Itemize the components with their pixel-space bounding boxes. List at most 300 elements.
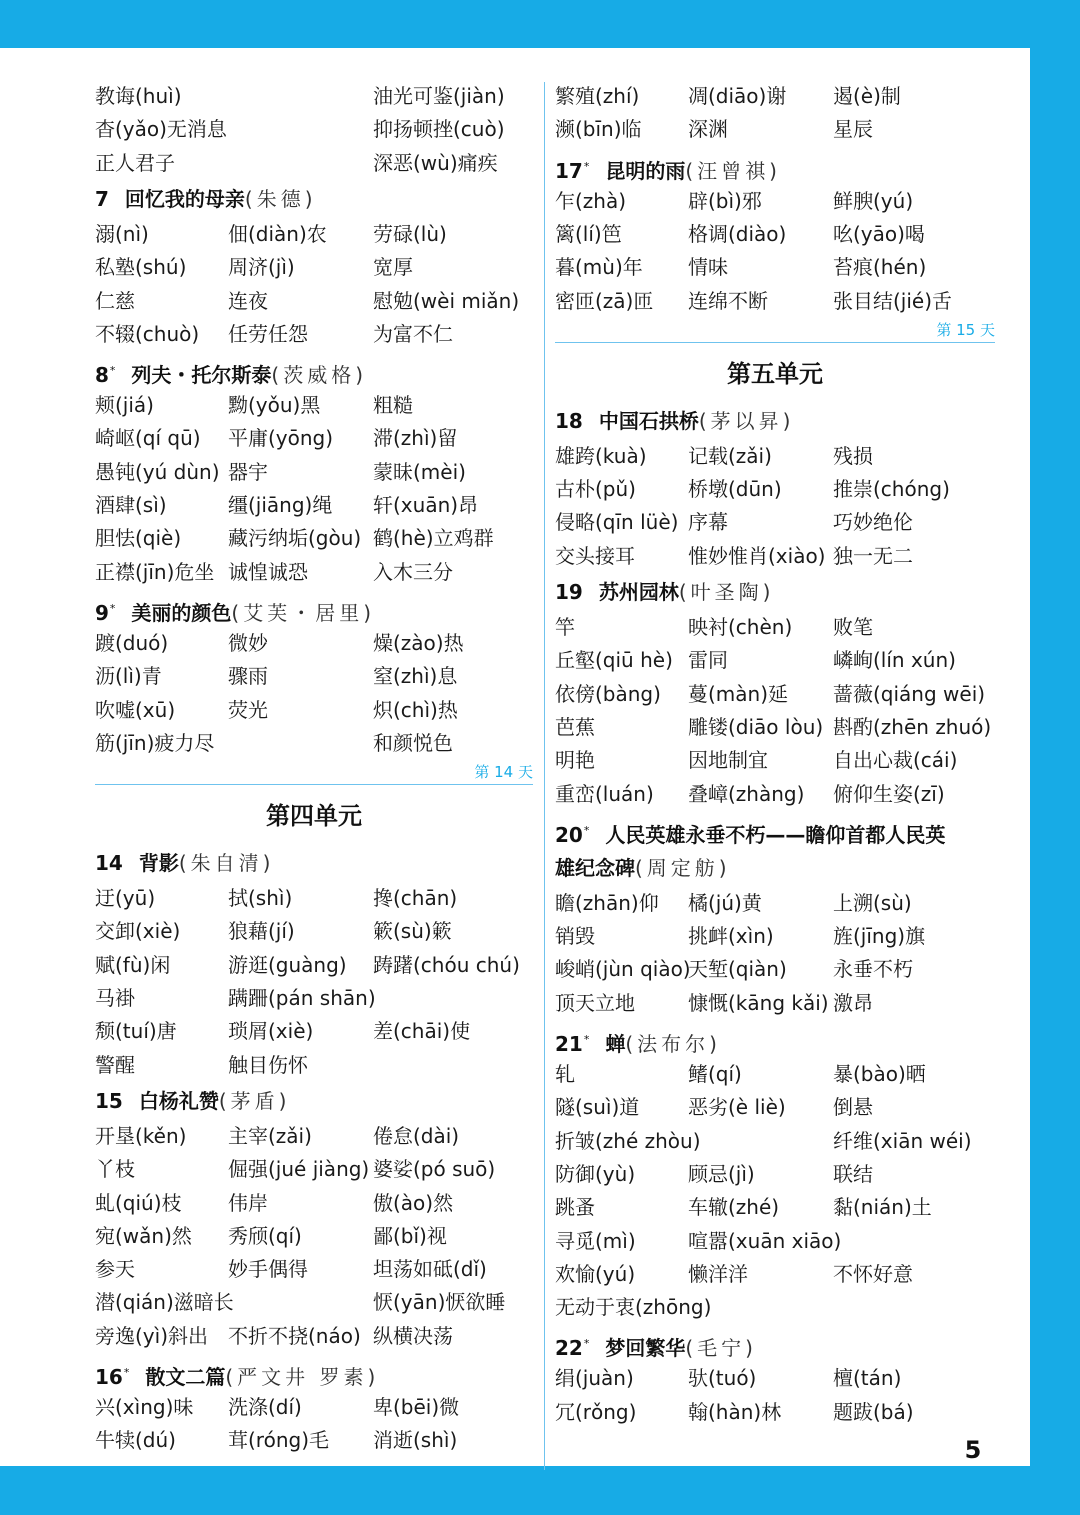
vocab-entry: 消逝(shì) [373,1428,458,1453]
vocab-entry: 恶劣(è liè) [688,1095,786,1120]
vocab-row [95,1391,533,1424]
vocab-entry: 迂(yū) [95,886,156,911]
vocab-entry: 滞(zhì)留 [373,426,458,451]
vocab-entry: 油光可鉴(jiàn) [373,84,505,108]
lesson-author: (严文井 罗素) [225,1365,380,1389]
vocab-entry: 簌(sù)簌 [373,919,452,944]
vocab-entry: 不辍(chuò) [95,321,200,346]
vocab-entry: 蔷薇(qiáng wēi) [833,681,986,706]
vocab-entry: 不折不挠(náo) [228,1323,361,1348]
vocab-entry: 黏(nián)土 [833,1195,932,1220]
lesson-number: 14 [95,851,123,876]
column-divider [544,82,545,1470]
vocab-entry: 因地制宜 [688,748,768,773]
vocab-entry: 永垂不朽 [833,957,913,982]
lesson-title: 雄纪念碑 [555,855,635,880]
star-mark: * [583,823,590,837]
vocab-entry: 檀(tán) [833,1366,902,1391]
vocab-entry: 搀(chān) [373,886,458,911]
lesson-number: 9 [95,600,109,625]
vocab-row [555,920,995,953]
vocab-entry: 顾忌(jì) [688,1161,755,1186]
vocab-entry: 鳍(qí) [688,1062,742,1086]
star-mark: * [123,1366,130,1379]
vocab-row [555,80,995,113]
vocab-entry: 凋(diāo)谢 [688,84,787,108]
vocab-row [555,1158,995,1191]
lesson-heading [95,592,375,625]
vocab-entry: 琐屑(xiè) [228,1019,314,1044]
day-label: 第 14 天 [474,763,533,782]
vocab-row [95,285,533,318]
vocab-entry: 伟岸 [228,1190,268,1215]
vocab-entry: 暴(bào)晒 [833,1062,926,1086]
unit-title: 第四单元 [266,802,362,831]
vocab-entry: 激昂 [833,990,873,1015]
vocab-row [555,185,995,218]
vocab-entry: 独一无二 [833,543,913,568]
vocab-entry: 颊(jiá) [95,393,154,418]
vocab-row [95,251,533,284]
lesson-number: 17 [555,158,583,183]
vocab-entry: 密匝(zā)匝 [555,288,654,313]
vocab-entry: 参天 [95,1257,135,1282]
lesson-title: 美丽的颜色 [131,600,232,625]
vocab-entry: 崎岖(qí qū) [95,426,201,451]
vocab-entry: 吹嘘(xū) [95,697,176,722]
page [0,48,1030,1466]
vocab-entry: 倒悬 [833,1095,873,1120]
vocab-entry: 上溯(sù) [833,890,912,915]
vocab-entry: 燥(zào)热 [373,630,464,655]
vocab-entry: 倔强(jué jiàng) [228,1157,370,1182]
vocab-row [555,711,995,744]
vocab-row [555,644,995,677]
lesson-author: (法布尔) [625,1032,721,1056]
vocab-row [95,522,533,555]
vocab-row [95,489,533,522]
vocab-entry: 炽(chì)热 [373,697,458,722]
vocab-row [95,389,533,422]
vocab-entry: 丘壑(qiū hè) [555,648,673,673]
vocab-entry: 推崇(chóng) [833,477,950,502]
vocab-row [95,147,533,180]
lesson-number: 22 [555,1336,583,1361]
vocab-entry: 格调(diào) [688,221,787,246]
lesson-heading [555,576,774,609]
vocab-entry: 惟妙惟肖(xiào) [688,543,826,568]
vocab-entry: 正人君子 [95,150,175,175]
vocab-entry: 牛犊(dú) [95,1428,176,1453]
vocab-entry: 正襟(jīn)危坐 [95,559,215,584]
vocab-row [95,1153,533,1186]
vocab-entry: 平庸(yōng) [228,426,334,451]
vocab-entry: 绢(juàn) [555,1366,634,1391]
vocab-entry: 车辙(zhé) [688,1195,780,1220]
vocab-row [95,1049,533,1082]
lesson-title: 人民英雄永垂不朽——瞻仰首都人民英 [605,822,946,847]
vocab-row [95,1286,533,1319]
vocab-row [555,218,995,251]
vocab-entry: 酒肆(sì) [95,493,167,517]
vocab-entry: 傲(ào)然 [373,1190,454,1215]
vocab-entry: 折皱(zhé zhòu) [555,1128,701,1153]
vocab-entry: 遏(è)制 [833,84,901,108]
vocab-row [95,1220,533,1253]
vocab-entry: 开垦(kěn) [95,1123,187,1148]
vocab-entry: 虬(qiú)枝 [95,1190,182,1215]
vocab-entry: 不怀好意 [833,1261,913,1286]
vocab-entry: 筋(jīn)疲力尽 [95,730,215,755]
vocab-entry: 桥墩(dūn) [688,477,782,502]
vocab-entry: 坦荡如砥(dǐ) [373,1257,487,1282]
star-mark: * [109,601,116,615]
vocab-entry: 残损 [833,443,873,468]
vocab-entry: 驮(tuó) [688,1366,757,1391]
lesson-author: (叶圣陶) [678,580,775,604]
lesson-heading [555,150,781,183]
vocab-entry: 周济(jì) [228,255,295,280]
vocab-entry: 自出心裁(cái) [833,748,958,773]
vocab-row [555,987,995,1020]
lesson-title: 背影 [138,851,179,876]
lesson-heading [555,405,794,438]
lesson-author: (汪曾祺) [685,158,781,183]
vocab-entry: 俯仰生姿(zī) [833,781,945,806]
vocab-row [95,113,533,146]
vocab-entry: 雕镂(diāo lòu) [688,714,824,739]
vocab-entry: 宛(wǎn)然 [95,1223,192,1248]
vocab-entry: 纵横决荡 [373,1323,453,1348]
vocab-entry: 深恶(wù)痛疾 [373,150,498,175]
lesson-title: 白杨礼赞 [138,1088,219,1113]
vocab-entry: 和颜悦色 [373,730,453,755]
vocab-entry: 连绵不断 [688,288,768,313]
vocab-entry: 明艳 [555,748,595,773]
vocab-entry: 深渊 [688,117,728,142]
lesson-heading [95,1085,290,1118]
star-mark: * [583,159,590,173]
lesson-author: (朱德) [244,186,317,211]
vocab-row [555,1225,995,1258]
vocab-row [555,540,995,573]
vocab-row [95,218,533,251]
star-mark: * [109,364,116,378]
vocab-row [95,318,533,351]
vocab-entry: 宽厚 [373,255,413,280]
vocab-row [95,727,533,760]
vocab-row [95,882,533,915]
vocab-entry: 橘(jú)黄 [688,890,762,915]
vocab-entry: 纤维(xiān wéi) [833,1128,972,1153]
vocab-row [95,556,533,589]
vocab-entry: 斟酌(zhēn zhuó) [833,714,992,739]
vocab-entry: 欢愉(yú) [555,1261,636,1286]
vocab-entry: 溺(nì) [95,221,149,246]
vocab-entry: 古朴(pǔ) [555,477,636,502]
vocab-row [555,1191,995,1224]
vocab-entry: 胆怯(qiè) [95,526,182,551]
vocab-entry: 峻峭(jùn qiào) [555,957,691,982]
vocab-entry: 隧(suì)道 [555,1095,640,1120]
vocab-entry: 差(chāi)使 [373,1019,471,1044]
vocab-row [95,949,533,982]
lesson-author: (朱自清) [178,851,275,876]
vocab-entry: 踌躇(chóu chú) [373,952,520,977]
lesson-author: (周定舫) [635,855,731,880]
vocab-entry: 慷慨(kāng kǎi) [688,990,829,1015]
vocab-row [95,982,533,1015]
vocab-entry: 丫枝 [95,1157,135,1182]
unit-title: 第五单元 [727,359,823,388]
lesson-title: 中国石拱桥 [598,408,699,433]
vocab-entry: 喧嚣(xuān xiāo) [688,1228,842,1253]
vocab-entry: 蹒跚(pán shān) [228,986,376,1010]
lesson-author: (艾芙・居里) [231,600,376,625]
vocab-entry: 败笔 [833,615,873,639]
vocab-entry: 吆(yāo)喝 [833,221,925,246]
vocab-row [555,1291,995,1324]
lesson-number: 18 [555,408,583,433]
vocab-row [555,1125,995,1158]
lesson-author: (毛宁) [685,1336,757,1361]
star-mark: * [583,1337,590,1351]
lesson-title: 回忆我的母亲 [124,186,245,211]
vocab-entry: 瞻(zhān)仰 [555,890,659,915]
vocab-entry: 愚钝(yú dùn) [95,459,220,484]
lesson-title: 苏州园林 [598,580,679,604]
vocab-entry: 篱(lí)笆 [555,221,622,246]
lesson-heading [555,1327,757,1360]
vocab-entry: 妙手偶得 [228,1257,308,1282]
vocab-entry: 辟(bì)邪 [688,188,762,213]
vocab-entry: 张目结(jié)舌 [833,288,953,313]
star-mark: * [583,1033,590,1046]
vocab-row [555,1362,995,1395]
vocab-row [555,473,995,506]
vocab-entry: 诚惶诚恐 [228,559,308,584]
day-label: 第 15 天 [936,320,995,339]
vocab-entry: 黝(yǒu)黑 [228,393,321,418]
vocab-entry: 粗糙 [373,393,413,418]
vocab-entry: 仁慈 [95,288,135,313]
vocab-entry: 佃(diàn)农 [228,221,327,246]
vocab-entry: 星辰 [833,117,873,142]
vocab-entry: 挑衅(xìn) [688,924,774,949]
lesson-author: (茨威格) [271,363,368,388]
vocab-entry: 马褂 [95,986,135,1010]
vocab-entry: 器宇 [228,459,268,484]
vocab-entry: 雷同 [688,648,728,673]
vocab-row [95,422,533,455]
vocab-entry: 恹(yān)恹欲睡 [373,1290,506,1315]
vocab-entry: 巧妙绝伦 [833,510,913,535]
vocab-entry: 天堑(qiàn) [688,957,787,982]
vocab-row [95,456,533,489]
lesson-heading [555,1023,721,1056]
vocab-row [555,887,995,920]
vocab-entry: 杳(yǎo)无消息 [95,117,227,142]
vocab-entry: 秀颀(qí) [228,1223,302,1248]
vocab-row [95,1015,533,1048]
lesson-title: 散文二篇 [145,1365,226,1389]
vocab-row [555,1058,995,1091]
vocab-entry: 鄙(bǐ)视 [373,1223,447,1248]
vocab-entry: 跳蚤 [555,1195,595,1220]
lesson-heading [95,354,367,387]
vocab-entry: 倦怠(dài) [373,1123,460,1148]
vocab-row [95,660,533,693]
vocab-entry: 雄跨(kuà) [555,443,647,468]
vocab-row [95,1424,533,1457]
vocab-entry: 踱(duó) [95,630,169,655]
vocab-entry: 顶天立地 [555,990,635,1015]
vocab-entry: 苔痕(hén) [833,255,927,280]
vocab-entry: 叠嶂(zhàng) [688,781,805,806]
lesson-title: 列夫・托尔斯泰 [131,363,272,388]
vocab-row [555,113,995,146]
lesson-heading [95,1356,379,1389]
lesson-title: 昆明的雨 [605,158,686,183]
vocab-entry: 入木三分 [373,559,453,584]
lesson-heading [555,814,945,847]
vocab-entry: 翰(hàn)林 [688,1399,782,1424]
vocab-entry: 私塾(shú) [95,255,187,280]
vocab-row [95,1320,533,1353]
vocab-entry: 寻觅(mì) [555,1228,636,1253]
lesson-title: 梦回繁华 [605,1336,686,1361]
vocab-entry: 教诲(huì) [95,84,182,108]
day-divider [555,342,995,343]
lesson-number: 21 [555,1032,583,1056]
lesson-number: 19 [555,580,583,604]
vocab-entry: 婆娑(pó suō) [373,1157,496,1182]
vocab-row [555,778,995,811]
vocab-row [555,611,995,644]
vocab-entry: 微妙 [228,630,268,655]
vocab-entry: 兴(xìng)味 [95,1395,194,1419]
lesson-heading [95,183,317,216]
vocab-row [555,744,995,777]
day-divider [95,784,533,785]
vocab-entry: 警醒 [95,1052,135,1077]
vocab-entry: 赋(fù)闲 [95,952,171,977]
vocab-row [555,678,995,711]
vocab-entry: 竿 [555,615,575,639]
vocab-entry: 嶙峋(lín xún) [833,648,956,673]
vocab-entry: 题跋(bá) [833,1399,914,1424]
lesson-number: 16 [95,1365,123,1389]
vocab-row [555,506,995,539]
vocab-entry: 侵略(qīn lüè) [555,510,679,535]
lesson-heading [555,852,731,885]
vocab-row [95,915,533,948]
page-number: 5 [964,1436,982,1464]
vocab-entry: 映衬(chèn) [688,615,793,639]
vocab-row [95,1120,533,1153]
vocab-entry: 狼藉(jí) [228,919,295,944]
vocab-row [555,1396,995,1429]
vocab-entry: 鲜腴(yú) [833,188,914,213]
vocab-entry: 蔓(màn)延 [688,681,789,706]
lesson-heading [95,847,274,880]
vocab-entry: 交头接耳 [555,543,635,568]
vocab-entry: 销毁 [555,924,595,949]
vocab-entry: 卑(bēi)微 [373,1395,460,1419]
lesson-number: 7 [95,186,109,211]
vocab-entry: 轧 [555,1062,575,1086]
vocab-row [95,694,533,727]
vocab-entry: 懒洋洋 [688,1261,748,1286]
vocab-entry: 旌(jīng)旗 [833,924,926,949]
vocab-row [555,285,995,318]
vocab-entry: 乍(zhà) [555,188,627,213]
vocab-entry: 茸(róng)毛 [228,1428,329,1453]
vocab-entry: 联结 [833,1161,873,1186]
vocab-entry: 荧光 [228,697,268,722]
vocab-entry: 骤雨 [228,664,268,689]
vocab-row [555,953,995,986]
vocab-entry: 抑扬顿挫(cuò) [373,117,505,142]
lesson-number: 8 [95,363,109,388]
vocab-entry: 沥(lì)青 [95,664,162,689]
vocab-row [95,1187,533,1220]
vocab-entry: 序幕 [688,510,728,535]
vocab-row [95,80,533,113]
lesson-title: 蝉 [605,1032,626,1056]
vocab-entry: 鹤(hè)立鸡群 [373,526,494,551]
vocab-entry: 为富不仁 [373,321,453,346]
vocab-entry: 游逛(guàng) [228,952,347,977]
vocab-row [555,1258,995,1291]
vocab-entry: 潜(qián)滋暗长 [95,1290,234,1315]
vocab-entry: 情味 [688,255,728,280]
vocab-entry: 洗涤(dí) [228,1395,302,1419]
vocab-entry: 劳碌(lù) [373,221,447,246]
vocab-entry: 旁逸(yì)斜出 [95,1323,208,1348]
lesson-author: (茅以昇) [698,408,795,433]
vocab-entry: 繁殖(zhí) [555,84,640,108]
vocab-row [95,627,533,660]
vocab-entry: 任劳任怨 [228,321,308,346]
vocab-entry: 记载(zǎi) [688,443,772,468]
vocab-entry: 芭蕉 [555,714,595,739]
vocab-entry: 重峦(luán) [555,781,654,806]
vocab-entry: 轩(xuān)昂 [373,493,479,517]
vocab-row [555,1091,995,1124]
vocab-entry: 濒(bīn)临 [555,117,642,142]
lesson-number: 15 [95,1088,123,1113]
vocab-entry: 蒙昧(mèi) [373,459,466,484]
vocab-row [555,440,995,473]
vocab-row [555,251,995,284]
lesson-number: 20 [555,822,583,847]
vocab-entry: 触目伤怀 [228,1052,308,1077]
vocab-entry: 依傍(bàng) [555,681,661,706]
vocab-entry: 暮(mù)年 [555,255,643,280]
vocab-entry: 慰勉(wèi miǎn) [373,288,520,313]
vocab-entry: 交卸(xiè) [95,919,181,944]
vocab-entry: 防御(yù) [555,1161,636,1186]
vocab-row [95,1253,533,1286]
vocab-entry: 拭(shì) [228,886,293,911]
lesson-author: (茅盾) [218,1088,291,1113]
vocab-entry: 藏污纳垢(gòu) [228,526,362,551]
vocab-entry: 冗(rǒng) [555,1399,637,1424]
vocab-entry: 窒(zhì)息 [373,664,458,689]
vocab-entry: 缰(jiāng)绳 [228,493,333,517]
vocab-entry: 颓(tuí)唐 [95,1019,177,1044]
